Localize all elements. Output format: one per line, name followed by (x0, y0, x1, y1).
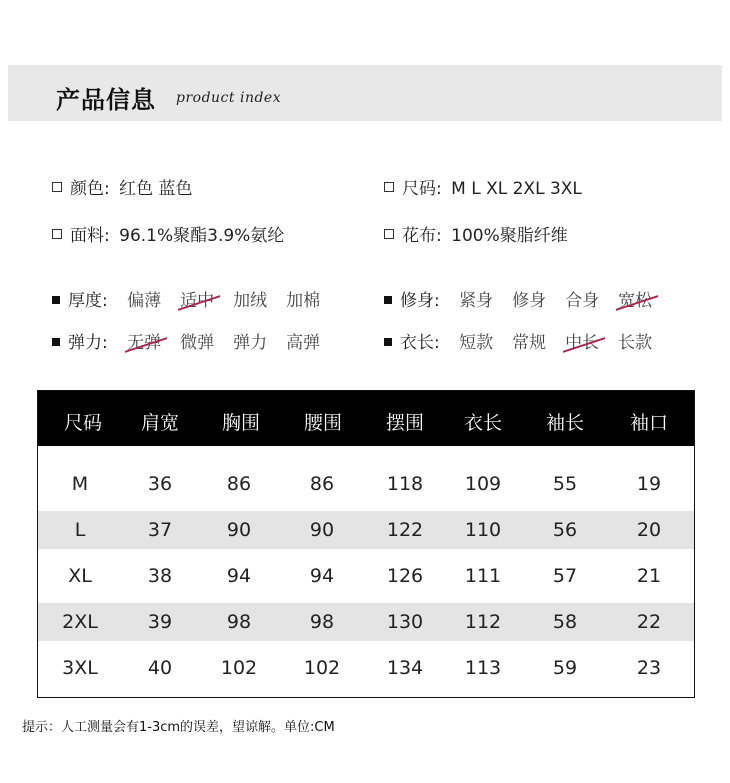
table-cell: 86 (309, 473, 335, 495)
attr-cloth-value: 100%聚脂纤维 (451, 226, 568, 246)
rating-option: 紧身 (459, 291, 494, 311)
rating-length (384, 328, 671, 353)
attr-size (384, 174, 582, 199)
attr-fabric-value: 96.1%聚酯3.9%氨纶 (119, 226, 285, 246)
rating-option-selected: 中长 (565, 328, 599, 353)
checkbox-icon (384, 229, 394, 239)
rating-option-selected: 无弹 (127, 328, 161, 353)
table-cell: 2XL (62, 611, 98, 633)
table-cell: 118 (386, 473, 424, 495)
table-header-cell: 衣长 (463, 412, 503, 434)
table-cell: 21 (636, 565, 662, 587)
table-cell: XL (68, 565, 92, 587)
table-cell: 111 (464, 565, 502, 587)
attr-fabric-label: 面料: (70, 226, 110, 246)
table-cell: 40 (147, 657, 173, 679)
checkbox-icon (52, 229, 62, 239)
table-cell: 134 (386, 657, 424, 679)
table-cell: 126 (386, 565, 424, 587)
attr-cloth-label: 花布: (402, 226, 442, 246)
rating-option: 高弹 (286, 333, 321, 353)
table-cell: 59 (552, 657, 578, 679)
table-cell: 36 (147, 473, 173, 495)
table-cell: 102 (303, 657, 341, 679)
checkbox-icon (52, 182, 62, 192)
rating-option: 合身 (565, 291, 600, 311)
table-cell: 3XL (62, 657, 98, 679)
rating-option: 加棉 (286, 291, 321, 311)
rating-fit-label: 修身: (400, 291, 440, 311)
table-header-cell: 腰围 (303, 412, 343, 434)
rating-option: 加绒 (233, 291, 268, 311)
table-cell: 112 (464, 611, 502, 633)
bullet-icon (52, 296, 60, 304)
table-cell: 109 (464, 473, 502, 495)
table-cell: 56 (552, 519, 578, 541)
rating-elasticity (52, 328, 339, 353)
table-cell: 23 (636, 657, 662, 679)
table-row (38, 465, 694, 503)
rating-option: 常规 (512, 333, 547, 353)
attr-color (52, 174, 193, 199)
attr-color-value: 红色 蓝色 (119, 179, 193, 199)
table-cell: 90 (226, 519, 252, 541)
rating-fit (384, 286, 671, 311)
table-row (38, 511, 694, 549)
rating-length-label: 衣长: (400, 333, 440, 353)
rating-option: 短款 (459, 333, 494, 353)
table-cell: M (71, 473, 89, 495)
rating-option: 弹力 (233, 333, 268, 353)
attr-size-label: 尺码: (402, 179, 442, 199)
bullet-icon (384, 296, 392, 304)
table-cell: 122 (386, 519, 424, 541)
table-header-cell: 肩宽 (140, 412, 180, 434)
table-cell: 57 (552, 565, 578, 587)
rating-option: 修身 (512, 291, 547, 311)
rating-option: 偏薄 (127, 291, 162, 311)
attr-cloth (384, 221, 568, 246)
table-cell: 113 (464, 657, 502, 679)
rating-option: 长款 (618, 333, 653, 353)
rating-option-selected: 适中 (180, 286, 214, 311)
attr-fabric (52, 221, 284, 246)
table-header-cell: 胸围 (221, 412, 261, 434)
table-cell: 98 (226, 611, 252, 633)
table-cell: 19 (636, 473, 662, 495)
attr-size-value: M L XL 2XL 3XL (451, 179, 582, 199)
table-cell: 94 (309, 565, 335, 587)
table-cell: 58 (552, 611, 578, 633)
table-cell: 39 (147, 611, 173, 633)
checkbox-icon (384, 182, 394, 192)
table-cell: 94 (226, 565, 252, 587)
table-cell: 130 (386, 611, 424, 633)
bullet-icon (384, 338, 392, 346)
table-header-cell: 尺码 (63, 412, 103, 434)
footnote: 提示：人工测量会有1-3cm的误差，望谅解。单位:CM (22, 720, 335, 735)
table-row (38, 557, 694, 595)
table-cell: 110 (464, 519, 502, 541)
table-cell: 102 (220, 657, 258, 679)
table-header-cell: 袖长 (545, 412, 585, 434)
table-row (38, 649, 694, 687)
table-row (38, 603, 694, 641)
rating-elasticity-label: 弹力: (68, 333, 108, 353)
table-cell: 98 (309, 611, 335, 633)
rating-option-selected: 宽松 (618, 286, 652, 311)
table-cell: 20 (636, 519, 662, 541)
table-header-cell: 袖口 (629, 412, 669, 434)
rating-thickness (52, 286, 339, 311)
table-cell: 55 (552, 473, 578, 495)
table-cell: L (74, 519, 86, 541)
table-cell: 37 (147, 519, 173, 541)
size-table (37, 390, 695, 698)
page-title: 产品信息 (56, 86, 156, 114)
size-table-header (38, 391, 694, 446)
attr-color-label: 颜色: (70, 179, 110, 199)
table-cell: 86 (226, 473, 252, 495)
rating-option: 微弹 (180, 333, 215, 353)
bullet-icon (52, 338, 60, 346)
page-subtitle: product index (176, 90, 282, 106)
rating-thickness-label: 厚度: (68, 291, 108, 311)
table-cell: 22 (636, 611, 662, 633)
table-cell: 90 (309, 519, 335, 541)
table-cell: 38 (147, 565, 173, 587)
table-header-cell: 摆围 (385, 412, 425, 434)
